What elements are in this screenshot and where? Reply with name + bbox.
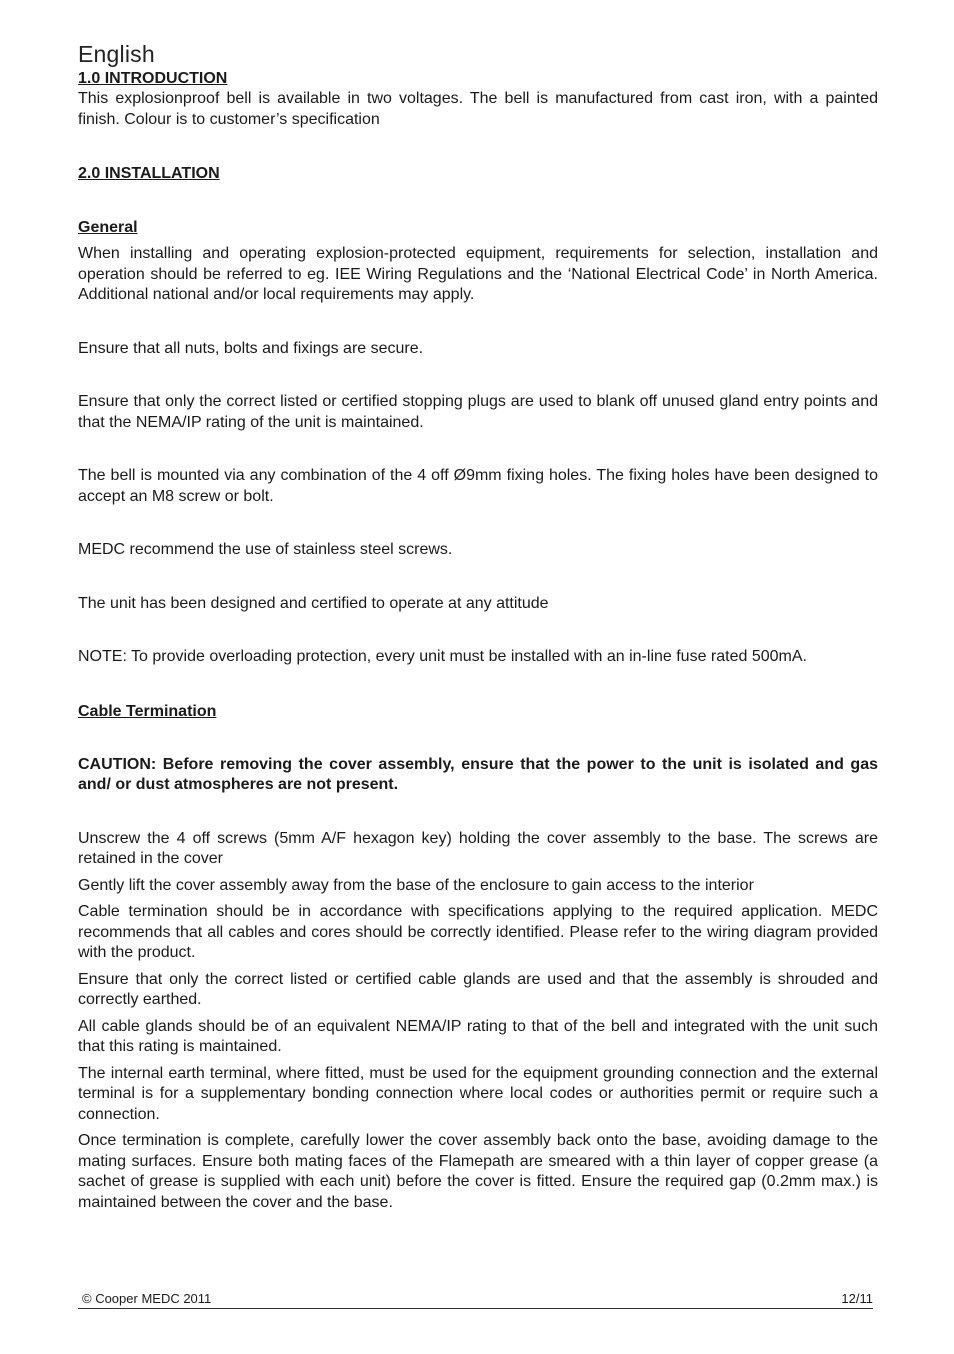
footer-copyright: © Cooper MEDC 2011 <box>82 1291 212 1306</box>
caution-paragraph: CAUTION: Before removing the cover assembly, ensure that the power to the unit is isolated and gas and/ or dust atmospheres are not present. <box>78 755 878 793</box>
general-paragraph-4: The bell is mounted via any combination of the 4 off Ø9mm fixing holes. The fixing holes have been designed to accept an M8 screw or bolt. <box>78 467 878 505</box>
general-paragraph-3: Ensure that only the correct listed or certified stopping plugs are used to blank off unused gland entry points and that the NEMA/IP rating of the unit is maintained. <box>78 393 878 431</box>
installation-heading: 2.0 INSTALLATION <box>78 165 220 182</box>
general-paragraph-6: The unit has been designed and certified to operate at any attitude <box>78 594 549 612</box>
general-paragraph-5: MEDC recommend the use of stainless steel screws. <box>78 541 453 558</box>
intro-paragraph: This explosionproof bell is available in two voltages. The bell is manufactured from cast iron, with a painted finish. Colour is to customer’s specification <box>78 90 878 128</box>
cable-paragraph-1: Unscrew the 4 off screws (5mm A/F hexagon key) holding the cover assembly to the base. The screws are retained in the cover <box>78 829 878 867</box>
document-page <box>78 40 878 1213</box>
cable-paragraph-3: Cable termination should be in accordance with specifications applying to the required application. MEDC recommends that all cables and cores should be correctly identified. Please refer to the wiring diagram provided with the product. <box>78 903 878 961</box>
cable-paragraph-2: Gently lift the cover assembly away from the base of the enclosure to gain access to the interior <box>78 876 754 894</box>
general-paragraph-2: Ensure that all nuts, bolts and fixings are secure. <box>78 339 424 357</box>
intro-heading: 1.0 INTRODUCTION <box>78 70 228 87</box>
general-heading: General <box>78 219 138 236</box>
footer-revision: 12/11 <box>841 1291 873 1306</box>
cable-termination-heading: Cable Termination <box>78 702 217 720</box>
page-footer <box>78 1291 873 1309</box>
general-paragraph-1: When installing and operating explosion-protected equipment, requirements for selection, installation and operation should be referred to eg. IEE Wiring Regulations and the ‘National Electrical Code’ in North America. Additional national and/or local requirements may apply. <box>78 245 878 303</box>
general-paragraph-7: NOTE: To provide overloading protection, every unit must be installed with an in-line fuse rated 500mA. <box>78 648 807 665</box>
cable-paragraph-5: All cable glands should be of an equivalent NEMA/IP rating to that of the bell and integrated with the unit such that this rating is maintained. <box>78 1017 878 1055</box>
language-title: English <box>78 41 155 67</box>
cable-paragraph-4: Ensure that only the correct listed or certified cable glands are used and that the assembly is shrouded and correctly earthed. <box>78 970 878 1008</box>
cable-paragraph-6: The internal earth terminal, where fitted, must be used for the equipment grounding connection and the external terminal is for a supplementary bonding connection where local codes or authorities permit or require such a connection. <box>78 1064 878 1123</box>
cable-paragraph-7: Once termination is complete, carefully lower the cover assembly back onto the base, avoiding damage to the mating surfaces. Ensure both mating faces of the Flamepath are smeared with a thin layer of copper grease (a sachet of grease is supplied with each unit) before the cover is fitted. Ensure the required gap (0.2mm max.) is maintained between the cover and the base. <box>78 1132 878 1211</box>
